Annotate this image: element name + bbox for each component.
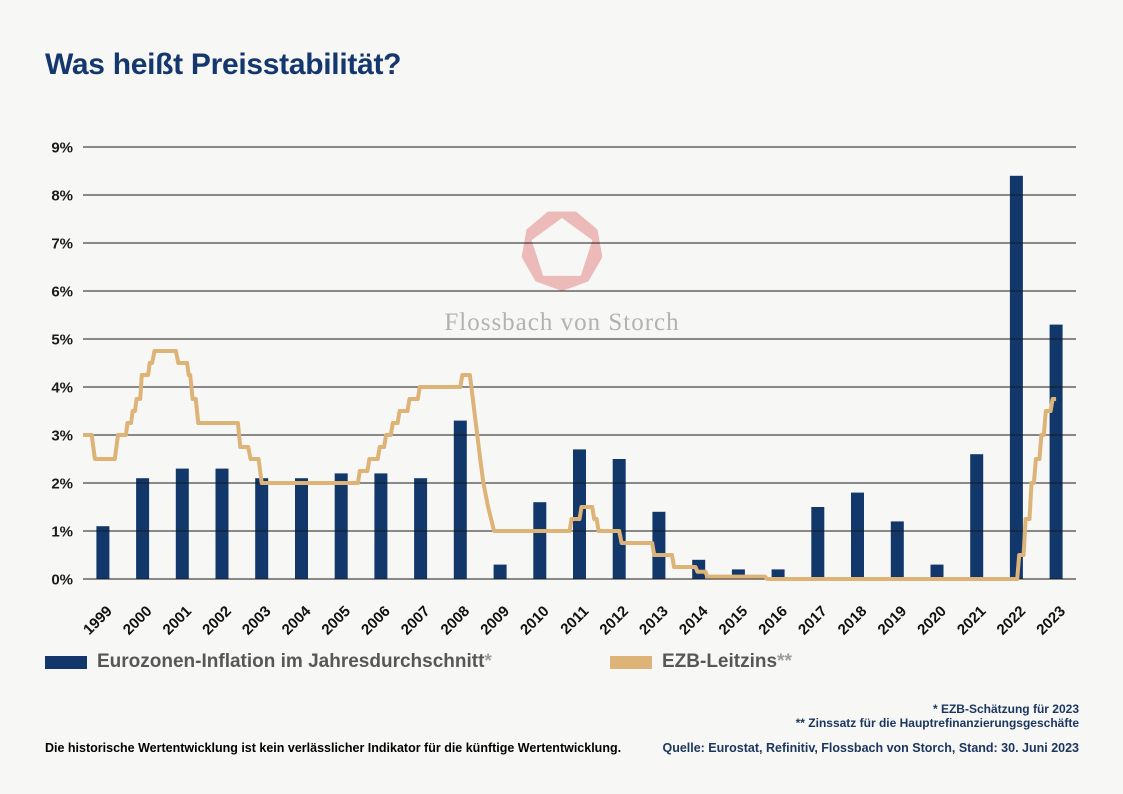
leitzins-legend-marker: ** (777, 651, 792, 672)
year-label-2015: 2015 (715, 602, 752, 639)
inflation-bar-2010 (533, 502, 546, 579)
ytick-label-5%: 5% (51, 331, 73, 349)
inflation-bar-2021 (970, 454, 983, 579)
leitzins-line (83, 351, 1056, 579)
inflation-bar-2002 (216, 469, 229, 579)
year-label-1999: 1999 (80, 602, 116, 639)
inflation-bar-2005 (335, 473, 348, 579)
inflation-bar-2022 (1010, 176, 1023, 579)
footnote-1: * EZB-Schätzung für 2023 (932, 702, 1079, 716)
inflation-bar-2000 (136, 478, 149, 579)
year-label-2001: 2001 (159, 602, 196, 639)
inflation-bar-2003 (255, 478, 268, 579)
year-label-2004: 2004 (278, 602, 315, 639)
year-label-2021: 2021 (953, 602, 990, 639)
ytick-label-1%: 1% (51, 523, 73, 541)
year-label-2012: 2012 (596, 602, 633, 639)
year-label-2023: 2023 (1033, 602, 1069, 639)
inflation-bar-2007 (414, 478, 427, 579)
leitzins-swatch (610, 656, 652, 669)
ytick-label-2%: 2% (51, 475, 73, 493)
year-label-2003: 2003 (238, 602, 275, 639)
inflation-bar-2017 (811, 507, 824, 579)
legend-item-inflation (45, 651, 492, 673)
watermark-logo (522, 212, 603, 292)
inflation-bar-2018 (851, 493, 864, 579)
inflation-swatch (45, 656, 87, 669)
footnote-2: ** Zinssatz für die Hauptrefinanzierungsgeschäfte (795, 716, 1079, 730)
year-label-2008: 2008 (437, 602, 474, 639)
ytick-label-9%: 9% (51, 139, 73, 157)
year-label-2014: 2014 (675, 602, 712, 639)
inflation-bar-2020 (931, 565, 944, 579)
inflation-bar-2019 (891, 521, 904, 579)
inflation-bar-2009 (494, 565, 507, 579)
ytick-label-6%: 6% (51, 283, 73, 301)
leitzins-legend-label: EZB-Leitzins (662, 651, 778, 672)
year-label-2016: 2016 (755, 602, 791, 639)
inflation-bar-2023 (1050, 325, 1063, 579)
year-label-2022: 2022 (993, 602, 1030, 639)
disclaimer-text: Die historische Wertentwicklung ist kein verlässlicher Indikator für die künftige Wertentwicklung. (45, 741, 622, 755)
inflation-bar-2006 (374, 473, 387, 579)
year-label-2010: 2010 (517, 602, 553, 639)
year-label-2009: 2009 (477, 602, 513, 639)
year-label-2019: 2019 (874, 602, 911, 639)
year-label-2002: 2002 (199, 602, 235, 639)
inflation-bar-2004 (295, 478, 308, 579)
inflation-bar-2012 (613, 459, 626, 579)
year-label-2007: 2007 (397, 602, 434, 639)
ytick-label-0%: 0% (51, 571, 73, 589)
year-label-2018: 2018 (834, 602, 871, 639)
year-label-2006: 2006 (358, 602, 394, 639)
inflation-bar-2008 (454, 421, 467, 579)
inflation-bar-1999 (96, 526, 109, 579)
year-label-2017: 2017 (795, 602, 831, 639)
page-title: Was heißt Preisstabilität? (45, 48, 402, 81)
legend-item-leitzins (610, 651, 792, 673)
ytick-label-7%: 7% (51, 235, 73, 253)
inflation-legend-label: Eurozonen-Inflation im Jahresdurchschnitt (97, 651, 485, 672)
ytick-label-8%: 8% (51, 187, 73, 205)
inflation-bar-2014 (692, 560, 705, 579)
year-label-2013: 2013 (636, 602, 672, 639)
footnotes (796, 702, 1079, 730)
inflation-bar-2001 (176, 469, 189, 579)
inflation-legend-marker: * (484, 651, 492, 672)
year-label-2005: 2005 (318, 602, 355, 639)
year-label-2000: 2000 (119, 602, 156, 639)
ytick-label-4%: 4% (51, 379, 73, 397)
ytick-label-3%: 3% (51, 427, 73, 445)
year-label-2020: 2020 (914, 602, 950, 639)
source-text: Quelle: Eurostat, Refinitiv, Flossbach von Storch, Stand: 30. Juni 2023 (662, 741, 1079, 755)
year-label-2011: 2011 (557, 602, 593, 638)
watermark-text: Flossbach von Storch (444, 309, 680, 336)
